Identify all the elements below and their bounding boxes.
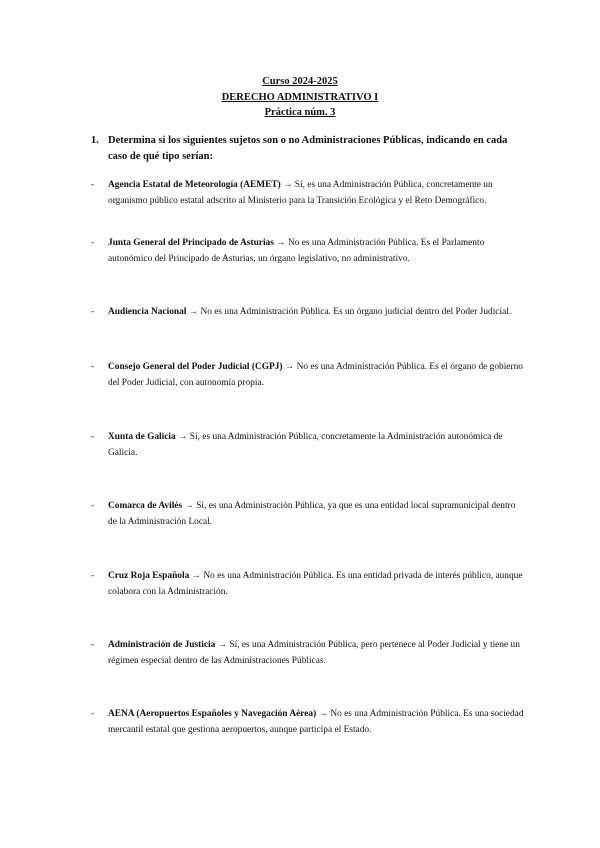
entity-name: Junta General del Principado de Asturias: [108, 238, 274, 248]
list-item-aemet: [91, 178, 526, 210]
list-bullet: -: [91, 307, 95, 317]
entity-answer: → No es una Administración Pública. Es una sociedad mercantil estatal que gestiona aeropuertos, aunque participa el Estado.: [108, 709, 524, 735]
entity-answer: → No es una Administración Pública. Es el Parlamento autonómico del Principado de Asturias, un órgano legislativo, no administrativo.: [108, 238, 485, 264]
entity-name: Agencia Estatal de Meteorología (AEMET): [108, 180, 281, 190]
subject-title: DERECHO ADMINISTRATIVO I: [221, 91, 379, 103]
list-bullet: -: [91, 362, 95, 372]
list-bullet: -: [91, 180, 95, 190]
list-bullet: -: [91, 640, 95, 650]
list-item-cgpj: [91, 360, 526, 392]
entity-name: Comarca de Avilés: [108, 501, 183, 511]
entity-answer: → Sí, es una Administración Pública, concretamente un organismo público estatal adscrito al Ministerio para la Transición Ecológica y el Reto Demográfico.: [108, 180, 493, 206]
entity-name: Consejo General del Poder Judicial (CGPJ): [108, 362, 283, 372]
entity-name: Xunta de Galicia: [108, 432, 176, 442]
entity-answer: → No es una Administración Pública. Es una entidad privada de interés público, aunque colabora con la Administración.: [108, 571, 523, 597]
entity-answer: → Sí, es una Administración Pública, concretamente la Administración autonómica de Galicia.: [108, 432, 503, 458]
entity-name: Cruz Roja Española: [108, 571, 190, 581]
list-item-cruz-roja: [91, 569, 526, 601]
entity-answer: → Sí, es una Administración Pública, pero pertenece al Poder Judicial y tiene un régimen especial dentro de las Administraciones Públicas.: [108, 640, 520, 666]
entity-answer: → No es una Administración Pública. Es el órgano de gobierno del Poder Judicial, con autonomía propia.: [108, 362, 523, 388]
list-bullet: -: [91, 432, 95, 442]
list-item-junta-asturias: [91, 236, 526, 268]
entity-name: Administración de Justicia: [108, 640, 216, 650]
document-header: [0, 74, 600, 121]
question-1: [91, 133, 521, 164]
list-item-xunta-galicia: [91, 430, 526, 462]
list-item-administracion-justicia: [91, 638, 526, 670]
list-item-audiencia-nacional: [91, 305, 526, 321]
entity-name: Audiencia Nacional: [108, 307, 187, 317]
practice-number: Práctica núm. 3: [264, 107, 336, 118]
question-number: 1.: [91, 135, 99, 146]
list-bullet: -: [91, 501, 95, 511]
entity-answer: → No es una Administración Pública. Es un órgano judicial dentro del Poder Judicial.: [186, 307, 512, 317]
list-item-aena: [91, 707, 526, 739]
question-text: Determina si los siguientes sujetos son o no Administraciones Públicas, indicando en cada caso de qué tipo serían:: [108, 135, 508, 162]
course-line: Curso 2024-2025: [262, 76, 338, 87]
entity-name: AENA (Aeropuertos Españoles y Navegación Aérea): [108, 709, 317, 719]
list-bullet: -: [91, 709, 95, 719]
list-item-comarca-aviles: [91, 499, 526, 531]
list-bullet: -: [91, 238, 95, 248]
entity-answer: → Sí, es una Administración Pública, ya que es una entidad local supramunicipal dentro de la Administración Local.: [108, 501, 516, 527]
list-bullet: -: [91, 571, 95, 581]
